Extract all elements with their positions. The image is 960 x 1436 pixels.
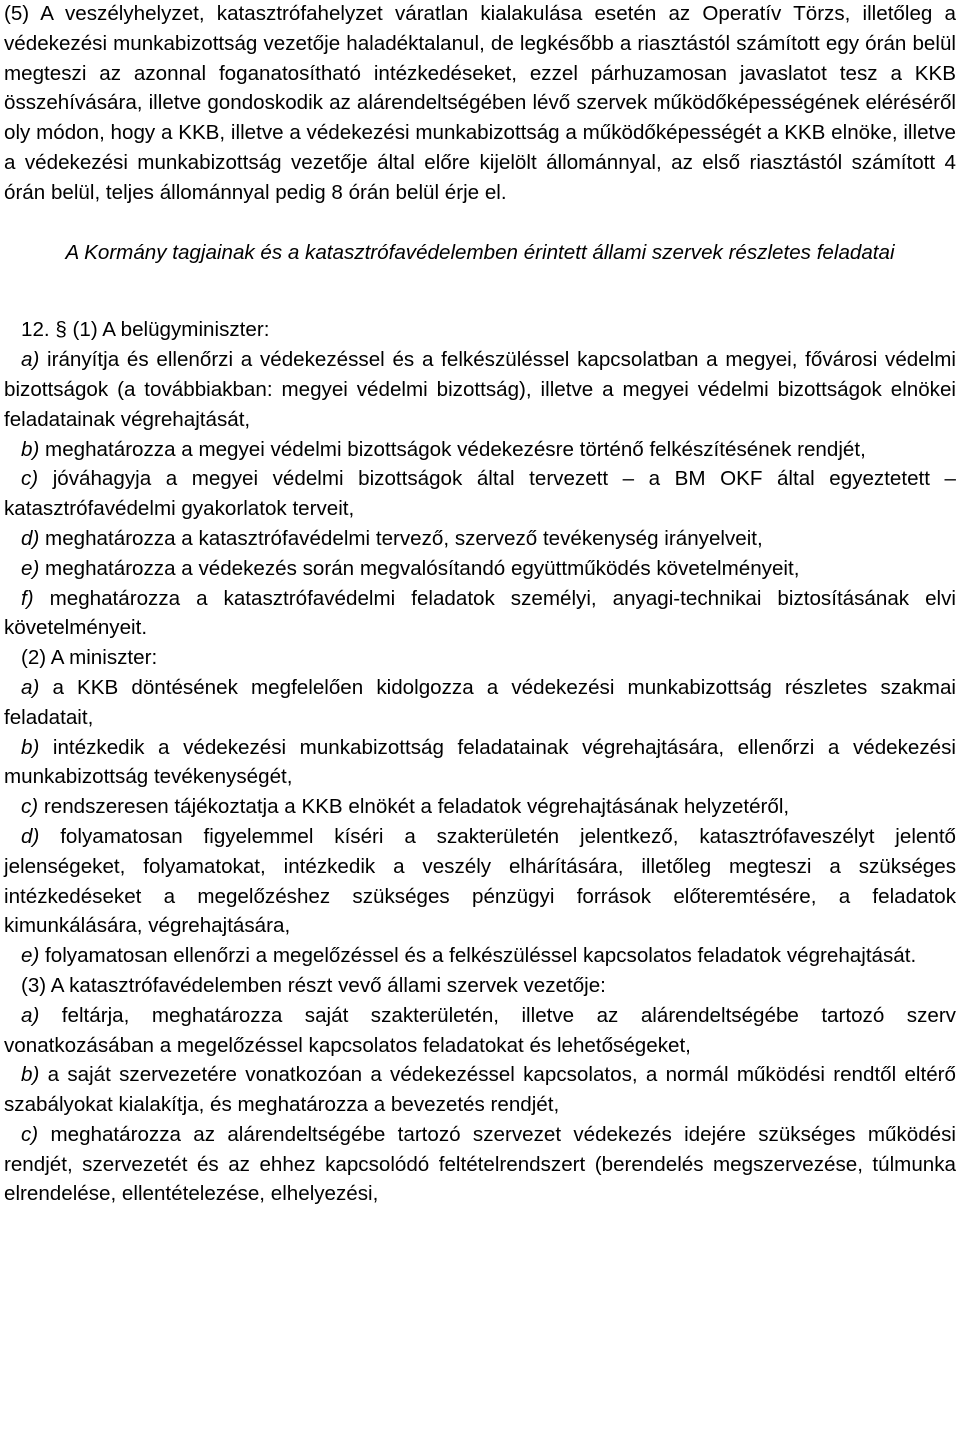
list-item xyxy=(4,524,956,554)
item-label: b) xyxy=(21,437,40,461)
list-item xyxy=(4,733,956,793)
list-item xyxy=(4,1120,956,1209)
item-label: c) xyxy=(21,1122,39,1146)
section-lead-text: (1) A belügyminiszter: xyxy=(66,318,270,342)
item-text: intézkedik a védekezési munkabizottság feladatainak végrehajtására, ellenőrzi a védekezési munkabizottság tevékenységét, xyxy=(4,735,956,789)
document-page xyxy=(4,0,956,1209)
list-item xyxy=(4,345,956,434)
item-text: folyamatosan figyelemmel kíséri a szakterületén jelentkező, katasztrófaveszélyt jelentő jelenségeket, folyamatokat, intézkedik a veszély elhárítására, illetőleg megteszi a szükséges intézkedéseket a megelőzéshez szükséges pénzügyi források előteremtésére, a feladatok kimunkálására, végrehajtására, xyxy=(4,824,956,938)
item-text: a saját szervezetére vonatkozóan a védekezéssel kapcsolatos, a normál működési rendtől eltérő szabályokat kialakítja, és meghatározza a bevezetés rendjét, xyxy=(4,1063,956,1117)
section-lead-text: (3) A katasztrófavédelemben részt vevő állami szervek vezetője: xyxy=(21,973,606,997)
item-text: meghatározza a katasztrófavédelmi feladatok személyi, anyagi-technikai biztosításának elvi követelményeit. xyxy=(4,586,956,640)
section-number: 12. xyxy=(21,318,56,342)
section-3 xyxy=(4,971,956,1209)
section-1 xyxy=(4,315,956,643)
item-label: e) xyxy=(21,556,40,580)
item-label: e) xyxy=(21,944,40,968)
paragraph-symbol: § xyxy=(55,318,67,342)
list-item xyxy=(4,673,956,733)
item-label: a) xyxy=(21,1003,40,1027)
list-item xyxy=(4,584,956,644)
section-heading: A Kormány tagjainak és a katasztrófavédelemben érintett állami szervek részletes feladatai xyxy=(65,240,895,264)
item-text: jóváhagyja a megyei védelmi bizottságok által tervezett – a BM OKF által egyeztetett – katasztrófavédelmi gyakorlatok terveit, xyxy=(4,467,956,521)
item-label: b) xyxy=(21,1063,40,1087)
list-item xyxy=(4,464,956,524)
item-label: b) xyxy=(21,735,40,759)
list-item xyxy=(4,792,956,822)
list-item xyxy=(4,822,956,941)
item-label: a) xyxy=(21,348,40,372)
item-text: meghatározza a katasztrófavédelmi tervező, szervező tevékenység irányelveit, xyxy=(45,526,763,550)
item-label: c) xyxy=(21,467,39,491)
list-item xyxy=(4,435,956,465)
item-text: rendszeresen tájékoztatja a KKB elnökét a feladatok végrehajtásának helyzetéről, xyxy=(43,795,790,819)
section-lead xyxy=(4,643,956,673)
list-item xyxy=(4,1060,956,1120)
list-item xyxy=(4,941,956,971)
item-label: f) xyxy=(21,586,34,610)
item-text: meghatározza a védekezés során megvalósítandó együttműködés követelményeit, xyxy=(45,556,800,580)
item-text: meghatározza az alárendeltségébe tartozó szervezet védekezés idejére szükséges működési rendjét, szervezetét és az ehhez kapcsolódó feltételrendszert (berendelés megszervezése, túlmunka elrendelése, ellentételezése, elhelyezési, xyxy=(4,1122,956,1206)
intro-paragraph: (5) A veszélyhelyzet, katasztrófahelyzet váratlan kialakulása esetén az Operatív Törzs, illetőleg a védekezési munkabizottság vezetője haladéktalanul, de legkésőbb a riasztástól számított egy órán belül megteszi az azonnal foganatosítható intézkedéseket, ezzel párhuzamosan javaslatot tesz a KKB összehívására, illetve gondoskodik az alárendeltségében lévő szervek működőképességének eléréséről oly módon, hogy a KKB, illetve a védekezési munkabizottság a működőképességét a KKB elnöke, illetve a védekezési munkabizottság vezetője által előre kijelölt állománnyal, az első riasztástól számított 4 órán belül, teljes állománnyal pedig 8 órán belül érje el. xyxy=(4,2,956,204)
list-item xyxy=(4,1001,956,1061)
item-text: a KKB döntésének megfelelően kidolgozza a védekezési munkabizottság részletes szakmai feladatait, xyxy=(4,675,956,729)
item-text: meghatározza a megyei védelmi bizottságok védekezésre történő felkészítésének rendjét, xyxy=(45,437,866,461)
section-2 xyxy=(4,643,956,971)
section-lead-text: (2) A miniszter: xyxy=(21,646,158,670)
item-label: d) xyxy=(21,526,40,550)
item-text: irányítja és ellenőrzi a védekezéssel és a felkészüléssel kapcsolatban a megyei, fővárosi védelmi bizottságok (a továbbiakban: megyei védelmi bizottság), illetve a megyei védelmi bizottságok elnökei feladatainak végrehajtását, xyxy=(4,348,956,431)
item-label: d) xyxy=(21,824,40,848)
section-lead xyxy=(4,315,956,345)
list-item xyxy=(4,554,956,584)
item-text: feltárja, meghatározza saját szakterületén, illetve az alárendeltségébe tartozó szerv vonatkozásában a megelőzéssel kapcsolatos feladatokat és lehetőségeket, xyxy=(4,1003,956,1057)
item-text: folyamatosan ellenőrzi a megelőzéssel és a felkészüléssel kapcsolatos feladatok végrehajtását. xyxy=(45,944,917,968)
item-label: a) xyxy=(21,675,40,699)
section-lead xyxy=(4,971,956,1001)
item-label: c) xyxy=(21,795,39,819)
